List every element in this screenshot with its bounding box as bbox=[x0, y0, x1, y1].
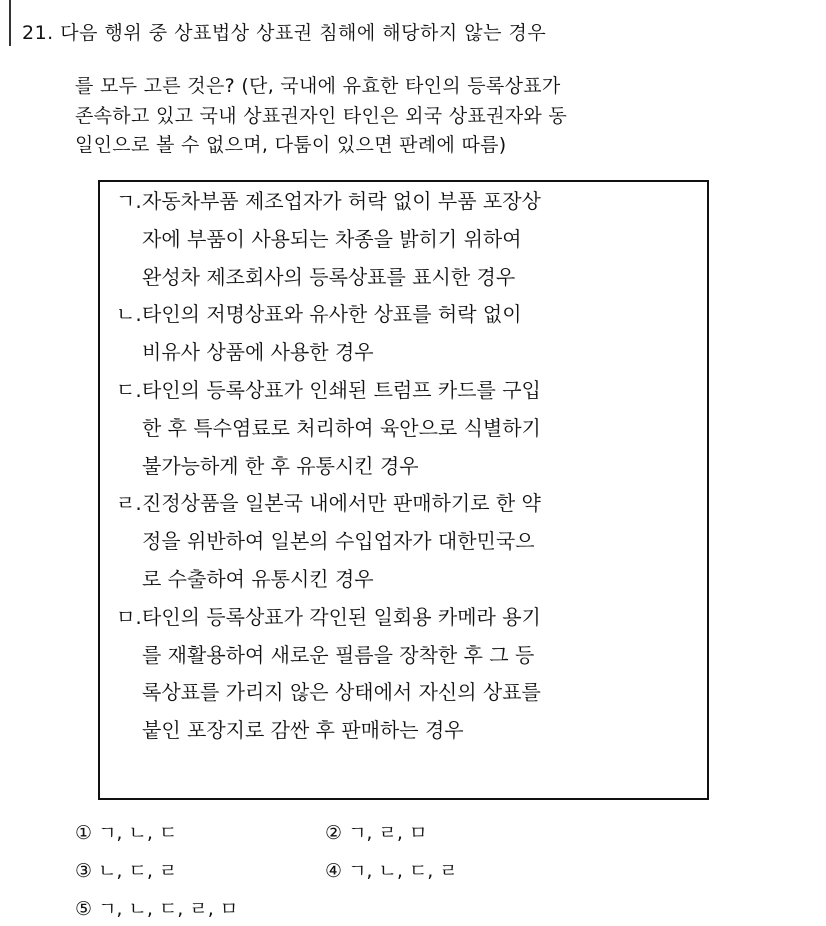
statement-line: 타인의 등록상표가 각인된 일회용 카메라 용기 bbox=[142, 604, 541, 629]
statement-text bbox=[142, 183, 541, 296]
statement-text bbox=[142, 485, 541, 598]
statement-line: 불가능하게 한 후 유통시킨 경우 bbox=[142, 453, 419, 478]
statement-label: ㄷ. bbox=[116, 377, 142, 402]
statement-line: 비유사 상품에 사용한 경우 bbox=[142, 340, 374, 365]
choice-2[interactable]: ② ㄱ, ㄹ, ㅁ bbox=[325, 821, 428, 844]
statement-line: 타인의 저명상표와 유사한 상표를 허락 없이 bbox=[142, 302, 522, 327]
margin-rule bbox=[9, 0, 11, 46]
statement-box bbox=[98, 180, 709, 800]
statement-line: 정을 위반하여 일본의 수입업자가 대한민국으 bbox=[142, 529, 535, 554]
answer-choices bbox=[75, 812, 575, 926]
choice-5[interactable]: ⑤ ㄱ, ㄴ, ㄷ, ㄹ, ㅁ bbox=[75, 897, 239, 920]
statement-item bbox=[116, 485, 541, 598]
statement-line: 자에 부품이 사용되는 차종을 밝히기 위하여 bbox=[142, 226, 522, 251]
stem-line: 를 모두 고른 것은? (단, 국내에 유효한 타인의 등록상표가 bbox=[75, 75, 561, 97]
statement-label: ㅁ. bbox=[116, 604, 142, 629]
choice-3[interactable]: ③ ㄴ, ㄷ, ㄹ bbox=[75, 859, 178, 882]
statement-text bbox=[142, 296, 522, 372]
statement-list bbox=[116, 183, 541, 750]
stem-line: 존속하고 있고 국내 상표권자인 타인은 외국 상표권자와 동 bbox=[75, 104, 568, 127]
statement-item bbox=[116, 183, 541, 296]
statement-item bbox=[116, 599, 541, 750]
question-stem bbox=[75, 72, 567, 161]
statement-line: 로 수출하여 유통시킨 경우 bbox=[142, 566, 374, 591]
question-title: 21. 다음 행위 중 상표법상 상표권 침해에 해당하지 않는 경우 bbox=[22, 22, 547, 44]
statement-text bbox=[142, 372, 541, 485]
statement-label: ㄹ. bbox=[116, 491, 142, 516]
statement-item bbox=[116, 372, 541, 485]
statement-label: ㄴ. bbox=[116, 302, 142, 327]
stem-line: 일인으로 볼 수 없으며, 다툼이 있으면 판례에 따름) bbox=[75, 134, 507, 156]
statement-line: 록상표를 가리지 않은 상태에서 자신의 상표를 bbox=[142, 680, 541, 705]
statement-line: 타인의 등록상표가 인쇄된 트럼프 카드를 구입 bbox=[142, 377, 541, 402]
statement-line: 진정상품을 일본국 내에서만 판매하기로 한 약 bbox=[142, 491, 541, 516]
statement-text bbox=[142, 599, 541, 750]
statement-line: 자동차부품 제조업자가 허락 없이 부품 포장상 bbox=[142, 189, 541, 213]
choice-1[interactable]: ① ㄱ, ㄴ, ㄷ bbox=[75, 821, 178, 844]
statement-item bbox=[116, 296, 541, 372]
statement-line: 붙인 포장지로 감싼 후 판매하는 경우 bbox=[142, 718, 464, 743]
statement-line: 완성차 제조회사의 등록상표를 표시한 경우 bbox=[142, 264, 516, 289]
statement-line: 한 후 특수염료로 처리하여 육안으로 식별하기 bbox=[142, 415, 541, 440]
choice-4[interactable]: ④ ㄱ, ㄴ, ㄷ, ㄹ bbox=[325, 859, 458, 882]
statement-line: 를 재활용하여 새로운 필름을 장착한 후 그 등 bbox=[142, 642, 535, 667]
statement-label: ㄱ. bbox=[116, 189, 142, 213]
